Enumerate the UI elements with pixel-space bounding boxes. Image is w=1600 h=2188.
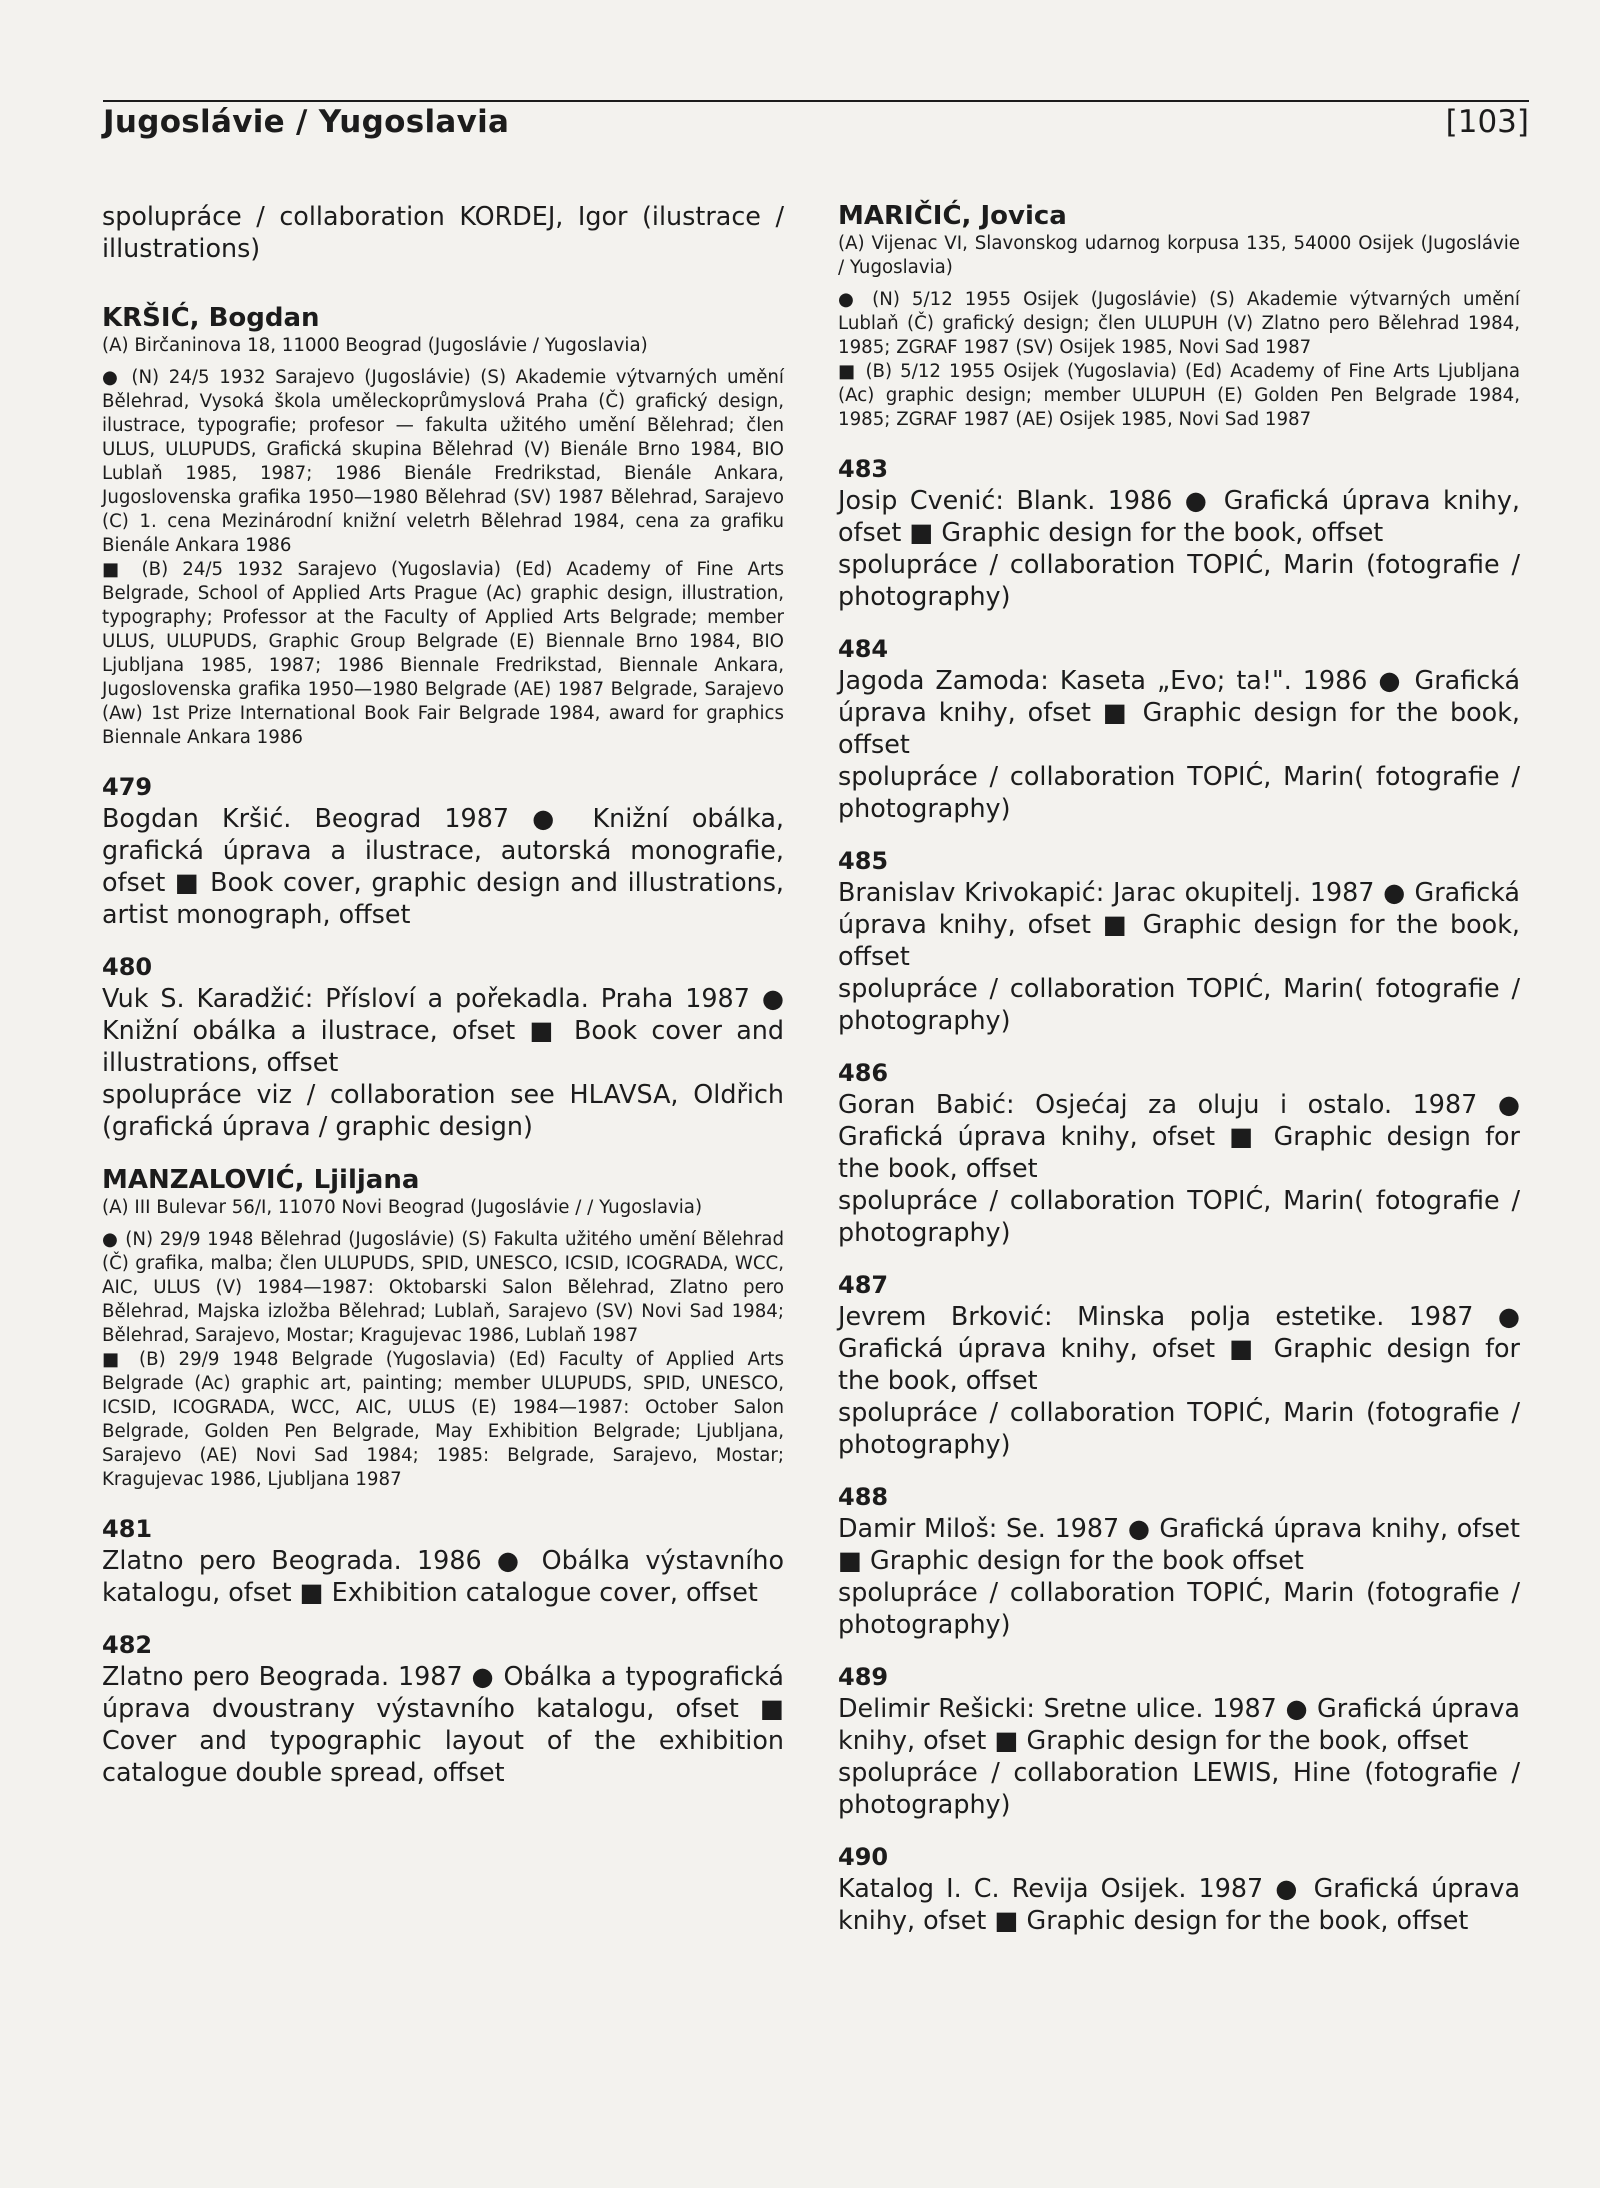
entry-description: Zlatno pero Beograda. 1986 ● Obálka výstavního katalogu, ofset ■ Exhibition catalogue cover, offset [102,1545,784,1607]
entry-description: Josip Cvenić: Blank. 1986 ● Grafická úprava knihy, ofset ■ Graphic design for the book, offset [838,485,1520,547]
entry-number: 486 [838,1059,889,1087]
catalogue-entry-488 [838,1482,1520,1640]
collaboration-line: spolupráce / collaboration KORDEJ, Igor (ilustrace / illustrations) [102,201,784,263]
entry-number: 484 [838,635,889,663]
entry-description: Delimir Rešicki: Sretne ulice. 1987 ● Grafická úprava knihy, ofset ■ Graphic design for the book, offset [838,1693,1520,1755]
artist-entry-maricic [838,200,1520,432]
entry-collaboration: spolupráce / collaboration TOPIĆ, Marin( fotografie / photography) [838,761,1520,823]
entry-number: 490 [838,1843,889,1871]
artist-bio-english: ■ (B) 29/9 1948 Belgrade (Yugoslavia) (Ed) Faculty of Applied Arts Belgrade (Ac) graphic art, painting; member ULUPUDS, SPID, UNESCO, ICSID, ICOGRADA, WCC, AIC, ULUS (E) 1984—1987: October Salon Belgrade, Golden Pen Belgrade, May Exhibition Belgrade; Ljubljana, Sarajevo (AE) Novi Sad 1984; 1985: Belgrade, Sarajevo, Mostar; Kragujevac 1986, Ljubljana 1987 [102,1349,784,1490]
right-column [838,200,1520,1958]
artist-name: MARIČIĆ, Jovica [838,201,1067,231]
catalogue-entry-485 [838,846,1520,1036]
entry-description: Damir Miloš: Se. 1987 ● Grafická úprava knihy, ofset ■ Graphic design for the book offset [838,1513,1520,1575]
entry-number: 488 [838,1483,889,1511]
artist-bio-english: ■ (B) 5/12 1955 Osijek (Yugoslavia) (Ed) Academy of Fine Arts Ljubljana (Ac) graphic design; member ULUPUH (E) Golden Pen Belgrade 1984, 1985; ZGRAF 1987 (AE) Osijek 1985, Novi Sad 1987 [838,361,1520,430]
catalogue-entry-480 [102,952,784,1142]
kordej-collaboration [102,200,784,264]
artist-name: MANZALOVIĆ, Ljiljana [102,1165,420,1195]
catalogue-entry-487 [838,1270,1520,1460]
artist-bio-czech: ● (N) 24/5 1932 Sarajevo (Jugoslávie) (S) Akademie výtvarných umění Bělehrad, Vysoká škola uměleckoprůmyslová Praha (Č) grafický design, ilustrace, typografie; profesor — fakulta užitého umění Bělehrad; člen ULUS, ULUPUDS, Grafická skupina Bělehrad (V) Bienále Brno 1984, BIO Lublaň 1985, 1987; 1986 Bienále Fredrikstad, Bienále Ankara, Jugoslovenska grafika 1950—1980 Bělehrad (SV) 1987 Bělehrad, Sarajevo (C) 1. cena Mezinárodní knižní veletrh Bělehrad 1984, cena za grafiku Bienále Ankara 1986 [102,367,784,556]
catalogue-entry-483 [838,454,1520,612]
entry-description: Goran Babić: Osjećaj za oluju i ostalo. 1987 ● Grafická úprava knihy, ofset ■ Graphic design for the book, offset [838,1089,1520,1183]
entry-description: Branislav Krivokapić: Jarac okupitelj. 1987 ● Grafická úprava knihy, ofset ■ Graphic design for the book, offset [838,877,1520,971]
entry-collaboration: spolupráce / collaboration LEWIS, Hine (fotografie / photography) [838,1757,1520,1819]
catalogue-entry-481 [102,1514,784,1608]
catalogue-entry-489 [838,1662,1520,1820]
entry-description: Zlatno pero Beograda. 1987 ● Obálka a typografická úprava dvoustrany výstavního katalogu, ofset ■ Cover and typographic layout of the exhibition catalogue double spread, offset [102,1661,784,1787]
entry-description: Bogdan Kršić. Beograd 1987 ● Knižní obálka, grafická úprava a ilustrace, autorská monografie, ofset ■ Book cover, graphic design and illustrations, artist monograph, offset [102,803,784,929]
artist-bio-english: ■ (B) 24/5 1932 Sarajevo (Yugoslavia) (Ed) Academy of Fine Arts Belgrade, School of Applied Arts Prague (Ac) graphic design, illustration, typography; Professor at the Faculty of Applied Arts Belgrade; member ULUS, ULUPUDS, Graphic Group Belgrade (E) Biennale Brno 1984, BIO Ljubljana 1985, 1987; 1986 Biennale Fredrikstad, Biennale Ankara, Jugoslovenska grafika 1950—1980 Belgrade (AE) 1987 Belgrade, Sarajevo (Aw) 1st Prize International Book Fair Belgrade 1984, award for graphics Biennale Ankara 1986 [102,559,784,748]
entry-description: Vuk S. Karadžić: Přísloví a pořekadla. Praha 1987 ● Knižní obálka a ilustrace, ofset ■ Book cover and illustrations, offset [102,983,784,1077]
catalogue-entry-484 [838,634,1520,824]
catalogue-entry-482 [102,1630,784,1788]
entry-collaboration: spolupráce viz / collaboration see HLAVSA, Oldřich (grafická úprava / graphic design) [102,1079,784,1141]
entry-number: 487 [838,1271,889,1299]
entry-number: 482 [102,1631,153,1659]
page-number: [103] [1445,104,1529,140]
artist-entry-krsic [102,302,784,750]
entry-collaboration: spolupráce / collaboration TOPIĆ, Marin( fotografie / photography) [838,973,1520,1035]
entry-description: Jevrem Brković: Minska polja estetike. 1987 ● Grafická úprava knihy, ofset ■ Graphic design for the book, offset [838,1301,1520,1395]
entry-number: 483 [838,455,889,483]
header-rule [103,100,1529,102]
entry-collaboration: spolupráce / collaboration TOPIĆ, Marin (fotografie / photography) [838,1577,1520,1639]
left-column [102,200,784,1810]
artist-address: (A) Vijenac VI, Slavonskog udarnog korpusa 135, 54000 Osijek (Jugoslávie / Yugoslavia) [838,233,1520,278]
entry-collaboration: spolupráce / collaboration TOPIĆ, Marin( fotografie / photography) [838,1185,1520,1247]
catalogue-entry-486 [838,1058,1520,1248]
artist-name: KRŠIĆ, Bogdan [102,303,320,333]
running-title: Jugoslávie / Yugoslavia [103,104,510,140]
artist-entry-manzalovic [102,1164,784,1492]
catalogue-entry-490 [838,1842,1520,1936]
page-header [103,104,1529,148]
entry-collaboration: spolupráce / collaboration TOPIĆ, Marin (fotografie / photography) [838,1397,1520,1459]
entry-number: 480 [102,953,153,981]
entry-number: 479 [102,773,153,801]
artist-bio-czech: ● (N) 5/12 1955 Osijek (Jugoslávie) (S) Akademie výtvarných umění Lublaň (Č) grafický design; člen ULUPUH (V) Zlatno pero Bělehrad 1984, 1985; ZGRAF 1987 (SV) Osijek 1985, Novi Sad 1987 [838,289,1520,358]
entry-number: 489 [838,1663,889,1691]
artist-address: (A) Birčaninova 18, 11000 Beograd (Jugoslávie / Yugoslavia) [102,335,648,356]
artist-bio-czech: ● (N) 29/9 1948 Bělehrad (Jugoslávie) (S) Fakulta užitého umění Bělehrad (Č) grafika, malba; člen ULUPUDS, SPID, UNESCO, ICSID, ICOGRADA, WCC, AIC, ULUS (V) 1984—1987: Oktobarski Salon Bělehrad, Zlatno pero Bělehrad, Majska izložba Bělehrad; Lublaň, Sarajevo (SV) Novi Sad 1984; Bělehrad, Sarajevo, Mostar; Kragujevac 1986, Lublaň 1987 [102,1229,784,1346]
catalogue-entry-479 [102,772,784,930]
entry-number: 485 [838,847,889,875]
entry-description: Katalog I. C. Revija Osijek. 1987 ● Grafická úprava knihy, ofset ■ Graphic design for the book, offset [838,1873,1520,1935]
artist-address: (A) III Bulevar 56/I, 11070 Novi Beograd (Jugoslávie / / Yugoslavia) [102,1197,703,1218]
entry-number: 481 [102,1515,153,1543]
entry-description: Jagoda Zamoda: Kaseta „Evo; ta!". 1986 ● Grafická úprava knihy, ofset ■ Graphic design for the book, offset [838,665,1520,759]
entry-collaboration: spolupráce / collaboration TOPIĆ, Marin (fotografie / photography) [838,549,1520,611]
